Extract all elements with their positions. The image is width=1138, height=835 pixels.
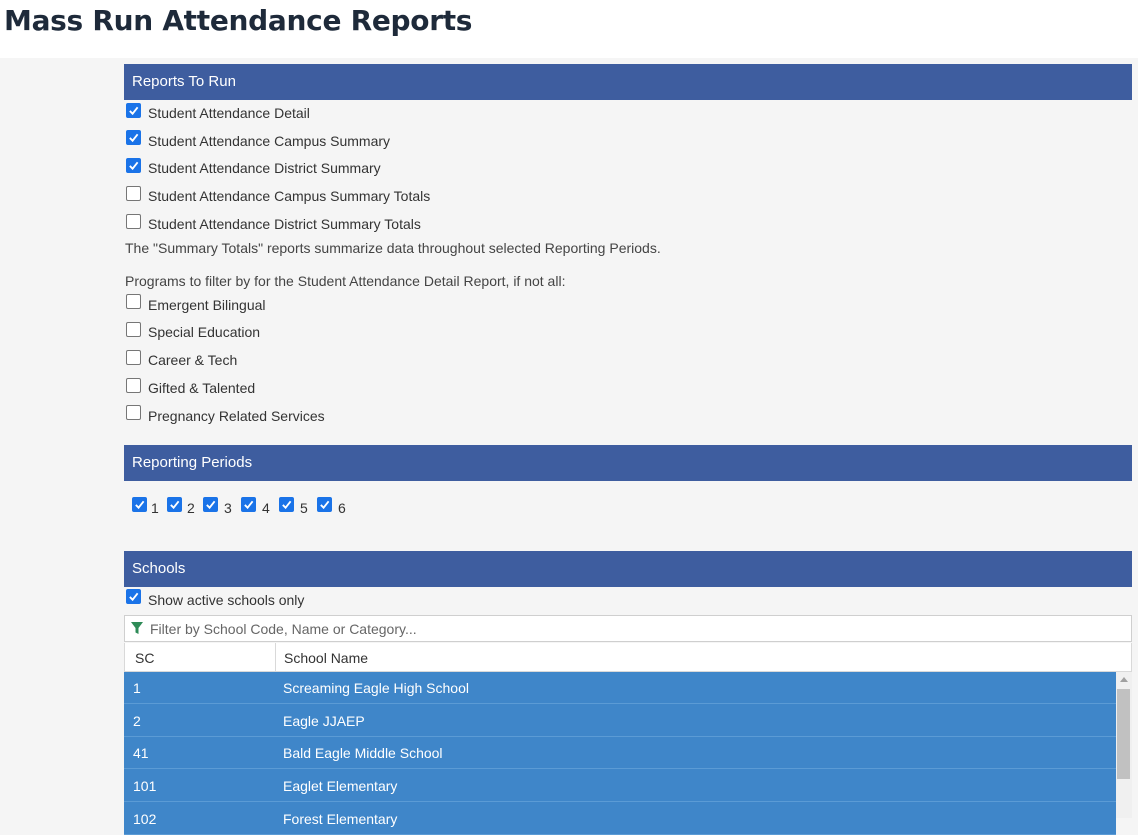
row-school-name: Forest Elementary xyxy=(283,811,398,827)
summary-totals-note: The "Summary Totals" reports summarize data throughout selected Reporting Periods. xyxy=(125,240,661,256)
program-checkbox-special-education[interactable] xyxy=(126,322,141,337)
row-sc: 41 xyxy=(133,745,149,761)
report-label-campus-summary: Student Attendance Campus Summary xyxy=(148,133,391,149)
schools-section-header: Schools xyxy=(124,551,1132,587)
period-checkbox-6[interactable] xyxy=(317,497,332,512)
row-sc: 101 xyxy=(133,778,157,794)
table-row[interactable] xyxy=(124,672,1116,704)
report-label-attendance-detail: Student Attendance Detail xyxy=(148,105,310,121)
table-row[interactable] xyxy=(124,803,1116,835)
program-label-career-tech: Career & Tech xyxy=(148,352,238,368)
program-checkbox-career-tech[interactable] xyxy=(126,350,141,365)
column-header-school-name[interactable]: School Name xyxy=(284,650,369,666)
period-checkbox-5[interactable] xyxy=(279,497,294,512)
report-checkbox-attendance-detail[interactable] xyxy=(126,103,141,118)
table-row[interactable] xyxy=(124,705,1116,737)
scroll-up-arrow-icon[interactable] xyxy=(1120,677,1128,682)
school-filter-box xyxy=(124,615,1132,642)
row-school-name: Eaglet Elementary xyxy=(283,778,398,794)
program-label-gifted-talented: Gifted & Talented xyxy=(148,380,256,396)
periods-section-header: Reporting Periods xyxy=(124,445,1132,481)
period-label-6: 6 xyxy=(338,500,346,516)
table-row[interactable] xyxy=(124,737,1116,769)
program-checkbox-emergent-bilingual[interactable] xyxy=(126,294,141,309)
school-filter-input[interactable] xyxy=(148,618,1118,639)
report-label-district-summary-totals: Student Attendance District Summary Totals xyxy=(148,216,421,232)
active-schools-label: Show active schools only xyxy=(148,592,305,608)
schools-grid-body xyxy=(124,672,1116,827)
program-label-emergent-bilingual: Emergent Bilingual xyxy=(148,297,266,313)
program-label-pregnancy-related-services: Pregnancy Related Services xyxy=(148,408,325,424)
row-sc: 102 xyxy=(133,811,157,827)
period-checkbox-1[interactable] xyxy=(132,497,147,512)
row-school-name: Bald Eagle Middle School xyxy=(283,745,443,761)
period-checkbox-4[interactable] xyxy=(241,497,256,512)
row-school-name: Screaming Eagle High School xyxy=(283,680,469,696)
schools-grid-header xyxy=(124,643,1132,672)
program-label-special-education: Special Education xyxy=(148,324,261,340)
table-row[interactable] xyxy=(124,770,1116,802)
program-checkbox-pregnancy-related-services[interactable] xyxy=(126,405,141,420)
period-checkbox-3[interactable] xyxy=(203,497,218,512)
period-label-2: 2 xyxy=(187,500,195,516)
column-divider[interactable] xyxy=(275,643,276,672)
period-checkbox-2[interactable] xyxy=(167,497,182,512)
reports-section-header: Reports To Run xyxy=(124,64,1132,100)
row-sc: 1 xyxy=(133,680,141,696)
column-header-sc[interactable]: SC xyxy=(135,650,155,666)
report-checkbox-district-summary-totals[interactable] xyxy=(126,214,141,229)
active-schools-checkbox[interactable] xyxy=(126,589,141,604)
row-school-name: Eagle JJAEP xyxy=(283,713,365,729)
programs-filter-label: Programs to filter by for the Student Attendance Detail Report, if not all: xyxy=(125,273,566,289)
period-label-1: 1 xyxy=(151,500,159,516)
period-label-3: 3 xyxy=(224,500,232,516)
row-sc: 2 xyxy=(133,713,141,729)
report-label-district-summary: Student Attendance District Summary xyxy=(148,160,381,176)
report-checkbox-district-summary[interactable] xyxy=(126,158,141,173)
scrollbar-thumb[interactable] xyxy=(1117,689,1130,779)
page-title: Mass Run Attendance Reports xyxy=(4,4,473,37)
report-checkbox-campus-summary-totals[interactable] xyxy=(126,186,141,201)
title-bar xyxy=(0,0,1138,58)
period-label-4: 4 xyxy=(262,500,270,516)
period-label-5: 5 xyxy=(300,500,308,516)
report-checkbox-campus-summary[interactable] xyxy=(126,130,141,145)
grid-scrollbar[interactable] xyxy=(1116,672,1132,818)
report-label-campus-summary-totals: Student Attendance Campus Summary Totals xyxy=(148,188,431,204)
program-checkbox-gifted-talented[interactable] xyxy=(126,378,141,393)
filter-icon xyxy=(131,622,143,635)
